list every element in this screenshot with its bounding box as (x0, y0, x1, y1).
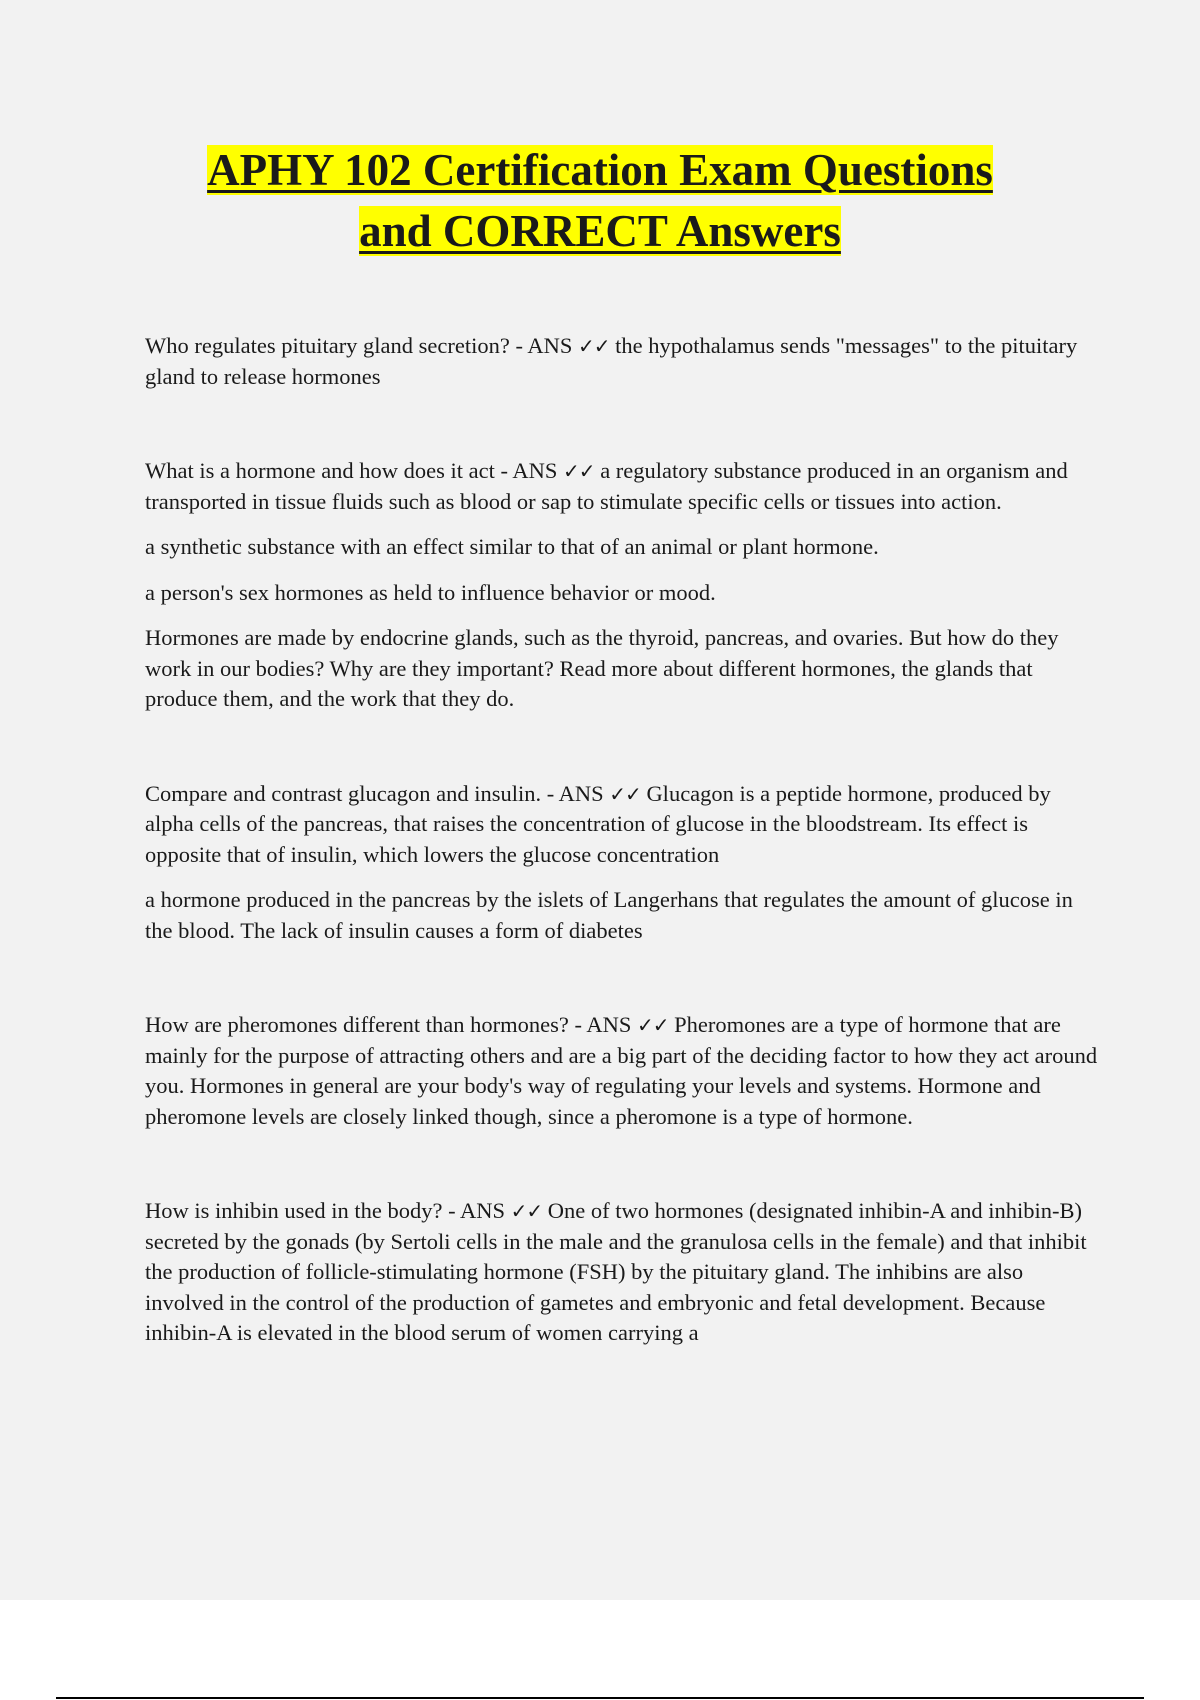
question-text: What is a hormone and how does it act (145, 458, 495, 483)
answer-extra-paragraph: a person's sex hormones as held to influence behavior or mood. (145, 579, 716, 605)
qa-first-paragraph (145, 1196, 1100, 1349)
qa-first-paragraph (145, 779, 1100, 871)
qa-list (145, 331, 1100, 1413)
page-divider (56, 1697, 1144, 1699)
double-check-icon: ✓✓ (609, 781, 641, 806)
answer-text: Glucagon is a peptide hormone, produced by alpha cells of the pancreas, that raises the concentration of glucose in the bloodstream. Its effect is opposite that of insulin, which lowers the glucose concentration (145, 780, 1051, 867)
ans-marker: - ANS (568, 1012, 637, 1037)
ans-marker: - ANS (541, 780, 610, 806)
qa-item (145, 1196, 1100, 1349)
answer-text: a regulatory substance produced in an organism and transported in tissue fluids such as blood or sap to stimulate specific cells or tissues into action. (145, 458, 1068, 514)
ans-marker: - ANS (509, 333, 579, 358)
question-text: How is inhibin used in the body? (145, 1198, 443, 1223)
answer-text: Pheromones are a type of hormone that are mainly for the purpose of attracting others and are a big part of the deciding factor to how they act around you. Hormones in general are your body's way of regulating your levels and systems. Hormone and pheromone levels are closely linked though, since a pheromone is a type of hormone. (145, 1012, 1098, 1129)
qa-item (145, 1010, 1100, 1132)
title-line-2: and CORRECT Answers (359, 206, 841, 256)
question-text: Who regulates pituitary gland secretion? (145, 333, 510, 358)
question-text: How are pheromones different than hormones? (145, 1012, 569, 1037)
qa-first-paragraph (145, 331, 1100, 392)
page-title (100, 140, 1100, 262)
answer-text: One of two hormones (designated inhibin-A and inhibin-B) secreted by the gonads (by Sertoli cells in the male and the granulosa cells in the female) and that inhibit the production of follicle-stimulating hormone (FSH) by the pituitary gland. The inhibins are also involved in the control of the production of gametes and embryonic and fetal development. Because inhibin-A is elevated in the blood serum of women carrying a (145, 1198, 1087, 1345)
qa-first-paragraph (145, 456, 1100, 517)
answer-extra-paragraph: a hormone produced in the pancreas by the islets of Langerhans that regulates the amount of glucose in the blood. The lack of insulin causes a form of diabetes (145, 887, 1073, 943)
qa-first-paragraph (145, 1010, 1100, 1132)
ans-marker: - ANS (494, 458, 564, 483)
double-check-icon: ✓✓ (563, 459, 595, 483)
double-check-icon: ✓✓ (578, 334, 610, 358)
answer-extra-paragraph: a synthetic substance with an effect similar to that of an animal or plant hormone. (145, 534, 879, 559)
qa-item (145, 779, 1100, 947)
ans-marker: - ANS (442, 1198, 511, 1223)
double-check-icon: ✓✓ (510, 1199, 543, 1223)
answer-text: the hypothalamus sends "messages" to the pituitary gland to release hormones (145, 333, 1078, 389)
qa-item (145, 456, 1100, 715)
question-text: Compare and contrast glucagon and insulin. (145, 780, 542, 806)
double-check-icon: ✓✓ (636, 1013, 669, 1037)
answer-extra-paragraph: Hormones are made by endocrine glands, such as the thyroid, pancreas, and ovaries. But how do they work in our bodies? Why are they important? Read more about different hormones, the glands that produce them, and the work that they do. (145, 625, 1059, 711)
title-line-1: APHY 102 Certification Exam Questions (207, 145, 993, 195)
qa-item (145, 331, 1100, 392)
